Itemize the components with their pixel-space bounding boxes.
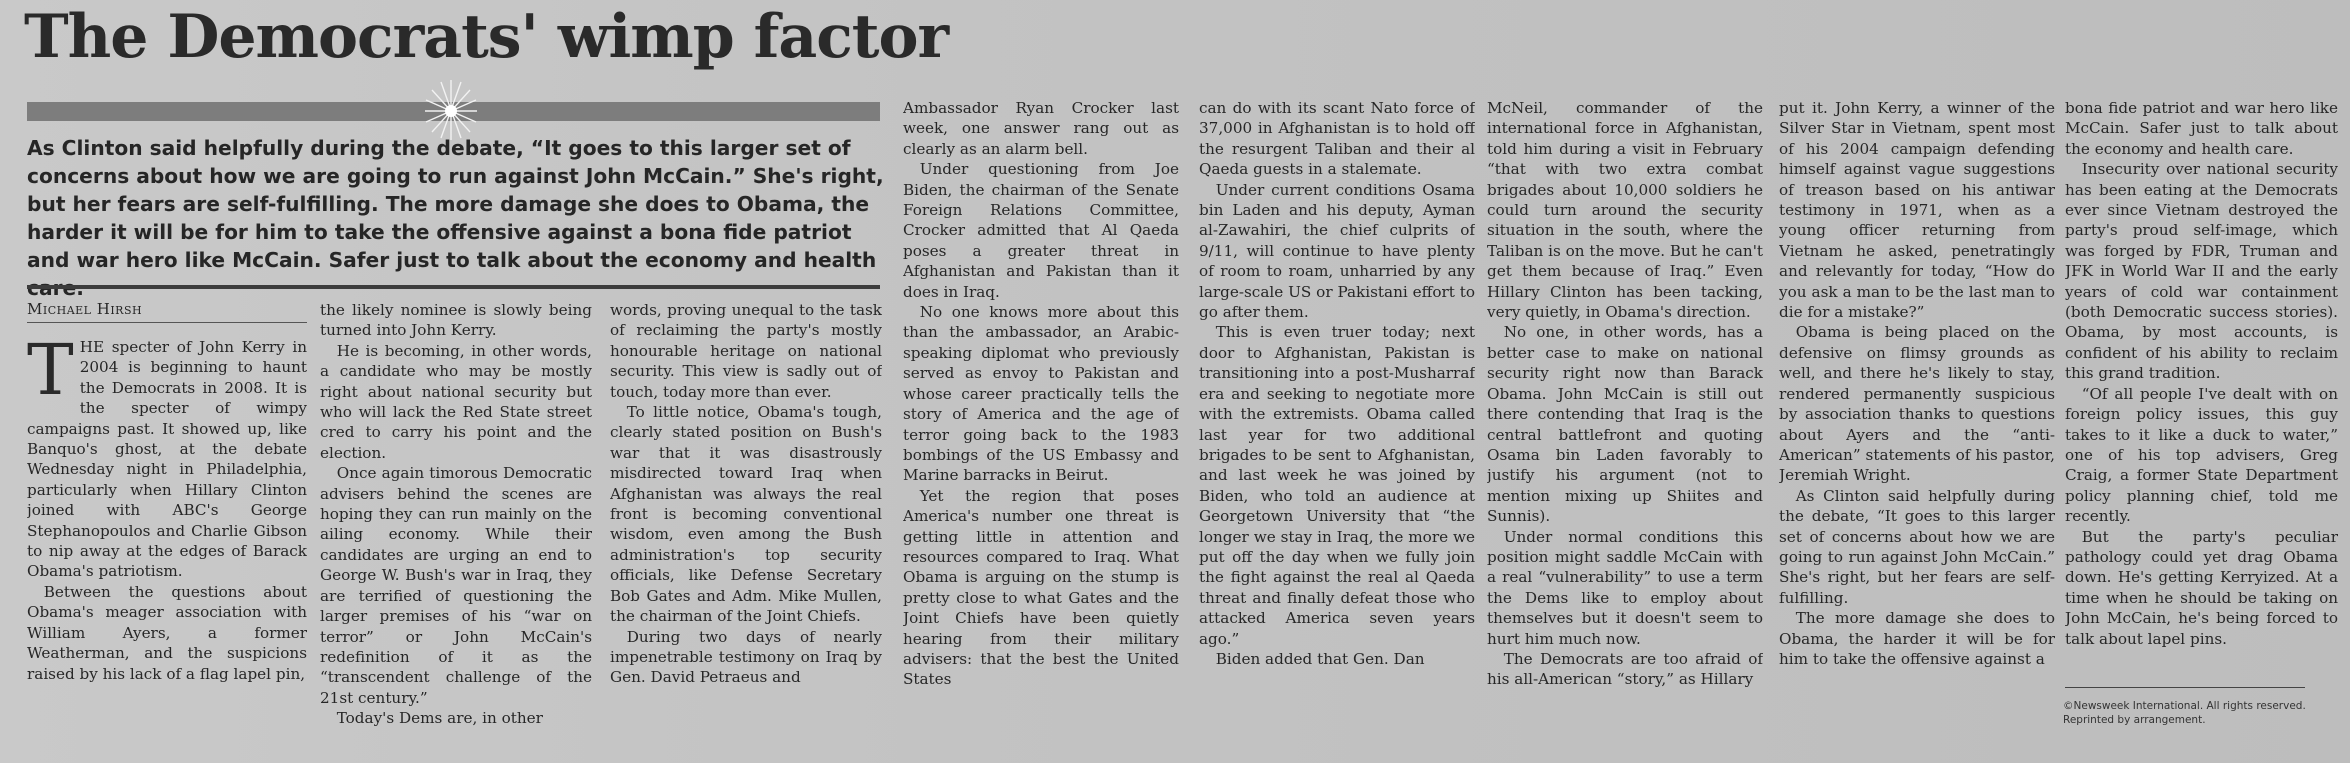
credit-rule xyxy=(2065,687,2305,688)
article-paragraph: “Of all people I've dealt with on foreign policy issues, this guy takes to it like a duck to water,” one of his top advisers, Greg Craig, a former State Department policy planning chief, told me recently. xyxy=(2065,384,2338,526)
article-paragraph: Under normal conditions this position might saddle McCain with a real “vulnerability” to use a term the Dems like to employ about themselves but it doesn't seem to hurt him much now. xyxy=(1487,527,1763,648)
article-paragraph: No one, in other words, has a better case to make on national security right now than Barack Obama. John McCain is still out there contending that Iraq is the central battlefront and quoting Osama bin Laden favorably to justify his argument (not to mention mixing up Shiites and Sunnis). xyxy=(1487,323,1763,526)
article-paragraph: Under questioning from Joe Biden, the chairman of the Senate Foreign Relations Committee, Crocker admitted that Al Qaeda poses a greater threat in Afghanistan and Pakistan than it does in Iraq. xyxy=(903,160,1179,301)
article-column-4 xyxy=(903,98,1179,757)
article-paragraph: Ambassador Ryan Crocker last week, one answer rang out as clearly as an alarm bell. xyxy=(903,99,1179,158)
article-paragraph xyxy=(27,337,307,582)
deck-rule xyxy=(27,285,880,289)
article-paragraph: He is becoming, in other words, a candidate who may be mostly right about national security but who will lack the Red State street cred to carry his point and the election. xyxy=(320,341,592,462)
copyright-credit xyxy=(2063,699,2333,727)
article-paragraph: bona fide patriot and war hero like McCain. Safer just to talk about the economy and health care. xyxy=(2065,99,2338,158)
article-paragraph: Yet the region that poses America's number one threat is getting little in attention and resources compared to Iraq. What Obama is arguing on the stump is pretty close to what Gates and the Joint Chiefs have been quietly hearing from their military advisers: that the best the United States xyxy=(903,486,1179,689)
article-paragraph: But the party's peculiar pathology could yet drag Obama down. He's getting Kerryized. At a time when he should be taking on John McCain, he's being forced to talk about lapel pins. xyxy=(2065,527,2338,648)
credit-line: ©Newsweek International. All rights reserved. xyxy=(2063,700,2306,712)
article-paragraph: The more damage she does to Obama, the harder it will be for him to take the offensive against a xyxy=(1779,609,2055,668)
article-paragraph: Today's Dems are, in other xyxy=(336,709,543,728)
article-column-5 xyxy=(1199,98,1475,757)
article-paragraph: can do with its scant Nato force of 37,000 in Afghanistan is to hold off the resurgent Taliban and their al Qaeda guests in a stalemate. xyxy=(1199,99,1475,179)
article-paragraph: put it. John Kerry, a winner of the Silver Star in Vietnam, spent most of his 2004 campaign defending himself against vague suggestions of treason based on his antiwar testimony in 1971, when as a young officer returning from Vietnam he asked, penetratingly and relevantly for today, “How do you ask a man to be the last man to die for a mistake?” xyxy=(1779,99,2055,322)
starburst-icon xyxy=(423,78,479,142)
article-paragraph: During two days of nearly impenetrable testimony on Iraq by Gen. David Petraeus and xyxy=(610,627,882,687)
paragraph-text: HE specter of John Kerry in 2004 is beginning to haunt the Democrats in 2008. It is the specter of wimpy campaigns past. It showed up, like Banquo's ghost, at the debate Wednesday night in Philadelphia, particularly when Hillary Clinton joined with ABC's George Stephanopoulos and Charlie Gibson to nip away at the edges of Barack Obama's patriotism. xyxy=(27,338,307,581)
headline: The Democrats' wimp factor xyxy=(24,2,949,72)
article-paragraph: To little notice, Obama's tough, clearly stated position on Bush's war that it was disastrously misdirected toward Iraq when Afghanistan was always the real front is becoming conventional wisdom, even among the Bush administration's top security officials, like Defense Secretary Bob Gates and Adm. Mike Mullen, the chairman of the Joint Chiefs. xyxy=(610,403,882,626)
article-paragraph: words, proving unequal to the task of reclaiming the party's mostly honourable heritage on national security. This view is sadly out of touch, today more than ever. xyxy=(610,301,882,401)
article-paragraph: This is even truer today; next door to Afghanistan, Pakistan is transitioning into a post-Musharraf era and seeking to negotiate more with the extremists. Obama called last year for two additional brigades to be sent to Afghanistan, and last week he was joined by Biden, who told an audience at Georgetown University that “the longer we stay in Iraq, the more we put off the day when we fully join the fight against the real al Qaeda threat and finally defeat those who attacked America seven years ago.” xyxy=(1199,323,1475,648)
article-column-3 xyxy=(610,300,882,757)
article-paragraph: The Democrats are too afraid of his all-American “story,” as Hillary xyxy=(1487,649,1763,689)
article-column-8 xyxy=(2065,98,2338,683)
article-column-7 xyxy=(1779,98,2055,757)
article-column-1 xyxy=(27,337,307,757)
article-paragraph: Once again timorous Democratic advisers behind the scenes are hoping they can run mainly on the ailing economy. While their candidates are urging an end to George W. Bush's war in Iraq, they are terrified of questioning the larger premises of his “war on terror” or John McCain's redefinition of it as the “transcendent challenge of the 21st century.” xyxy=(320,464,592,707)
article-paragraph: McNeil, commander of the international force in Afghanistan, told him during a visit in February “that with two extra combat brigades about 10,000 soldiers he could turn around the security situation in the south, where the Taliban is on the move. But he can't get them because of Iraq.” Even Hillary Clinton has been tacking, very quietly, in Obama's direction. xyxy=(1487,99,1763,322)
article-column-6 xyxy=(1487,98,1763,757)
article-paragraph: Insecurity over national security has been eating at the Democrats ever since Vietnam destroyed the party's proud self-image, which was forged by FDR, Truman and JFK in World War II and the early years of cold war containment (both Democratic success stories). Obama, by most accounts, is confident of his ability to reclaim this grand tradition. xyxy=(2065,160,2338,383)
article-paragraph: As Clinton said helpfully during the debate, “It goes to this larger set of concerns about how we are going to run against John McCain.” She's right, but her fears are self-fulfilling. xyxy=(1779,486,2055,607)
article-paragraph: No one knows more about this than the ambassador, an Arabic-speaking diplomat who previously served as envoy to Pakistan and whose career practically tells the story of America and the age of terror going back to the 1983 bombings of the US Embassy and Marine barracks in Beirut. xyxy=(903,303,1179,485)
byline: Michael Hirsh xyxy=(27,300,307,323)
drop-cap: T xyxy=(27,337,74,411)
article-paragraph: Under current conditions Osama bin Laden and his deputy, Ayman al-Zawahiri, the chief culprits of 9/11, will continue to have plenty of room to roam, unharried by any large-scale US or Pakistani effort to go after them. xyxy=(1199,180,1475,322)
article-paragraph: Biden added that Gen. Dan xyxy=(1215,649,1425,668)
credit-line: Reprinted by arrangement. xyxy=(2063,714,2206,726)
article-paragraph: Obama is being placed on the defensive on flimsy grounds as well, and there he's likely to stay, rendered permanently suspicious by association thanks to questions about Ayers and the “anti-American” statements of his pastor, Jeremiah Wright. xyxy=(1779,323,2055,485)
article-paragraph: Between the questions about Obama's meager association with William Ayers, a former Weatherman, and the suspicions raised by his lack of a flag lapel pin, xyxy=(27,582,307,683)
deck-summary: As Clinton said helpfully during the debate, “It goes to this larger set of concerns about how we are going to run against John McCain.” She's right, but her fears are self-fulfilling. The more damage she does to Obama, the harder it will be for him to take the offensive against a bona fide patriot and war hero like McCain. Safer just to talk about the economy and health xyxy=(27,136,884,272)
article-column-2 xyxy=(320,300,592,757)
article-paragraph: the likely nominee is slowly being turned into John Kerry. xyxy=(320,301,592,340)
